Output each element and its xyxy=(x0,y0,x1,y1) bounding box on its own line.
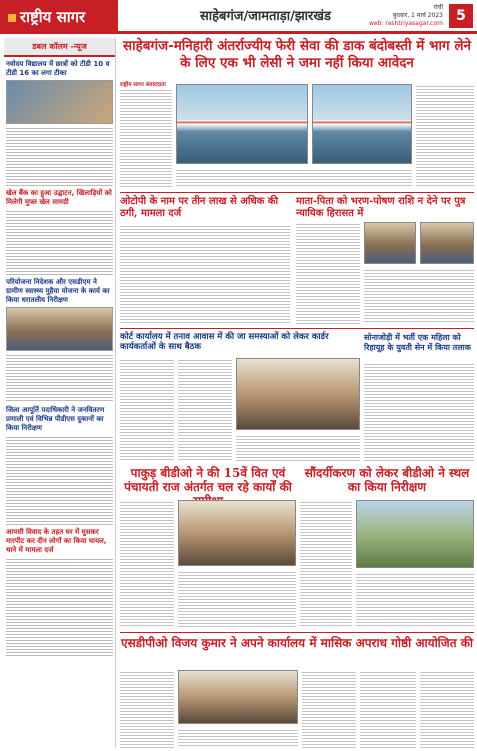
left-item-headline: जिला आपूर्ति पदाधिकारी ने जनवितरण प्रणाली एवं विभिन्न पीडीएस दुकानों का किया निरीक्षण xyxy=(6,406,105,432)
left-item-photo xyxy=(6,80,113,124)
left-item-headline: परियोजना निदेशक और एसडीएम ने ग्रामीण स्वास्थ्य मुहैया योजना के कार्य का किया धरातलीय निरीक्षण xyxy=(6,278,110,304)
story-body xyxy=(356,572,474,628)
left-item-headline: आपसी विवाद के तहत घर में घुसकर मारपीट कर दीन लोगों का किया घायल, थाने में मामला दर्ज xyxy=(6,528,107,554)
story-photo xyxy=(178,500,296,566)
lead-body xyxy=(176,168,412,188)
left-item-body xyxy=(6,435,113,525)
story-photo xyxy=(178,670,298,724)
masthead-bar xyxy=(0,0,477,34)
story-photo xyxy=(356,500,474,568)
story-photo xyxy=(236,358,360,430)
divider xyxy=(120,632,474,633)
story-headline: कोर्ट कार्यालय में तनाव आवास में की जा समस्याओं को लेकर कार्डर कार्यकर्ताओं के साथ बैठक xyxy=(120,332,329,352)
story-photo xyxy=(420,222,474,264)
story-body xyxy=(120,500,174,628)
story-body xyxy=(120,358,174,462)
story-headline: सौंदर्यीकरण को लेकर बीडीओ ने स्थल का किया निरीक्षण xyxy=(304,466,470,494)
story-body xyxy=(120,670,174,748)
city: रांची xyxy=(433,4,443,11)
lead-photo-ferry xyxy=(312,84,412,164)
main-area xyxy=(120,38,474,750)
story-body xyxy=(178,570,296,628)
story-body xyxy=(236,434,360,462)
story-headline: ओटोपी के नाम पर तीन लाख से अधिक की ठगी, मामला दर्ज xyxy=(120,196,279,219)
story-body xyxy=(420,670,474,748)
left-item-body xyxy=(6,126,113,186)
story-photo xyxy=(364,222,416,264)
story-body xyxy=(120,224,290,324)
lead-photo-ferry xyxy=(176,84,308,164)
story-headline: पाकुड़ बीडीओ ने की 15वें वित एवं पंचायती राज अंतर्गत चल रहे कार्यों की xyxy=(124,466,292,494)
lead-body xyxy=(416,84,474,188)
story-headline: माता-पिता को भरण-पोषण राशि न देने पर पुत्र न्यायिक हिरासत में xyxy=(296,196,466,219)
story-body xyxy=(364,362,474,462)
story-body xyxy=(296,222,360,324)
page-number: 5 xyxy=(449,4,473,28)
left-item-body xyxy=(6,557,113,657)
lead-body xyxy=(120,88,172,188)
edition-title: साहेबगंज/जामताड़ा/झारखंड xyxy=(200,9,331,24)
masthead-logo xyxy=(0,0,118,34)
story-headline: सोनाजोड़ी में भर्ती एक महिला को रिहायूह के युवती सेन में किया तलाक xyxy=(364,332,471,352)
left-item-headline: नवोदय विद्यालय में छात्रों को टीडी 10 व टीडी 16 का लगा टीका xyxy=(6,60,110,77)
left-item-body xyxy=(6,209,113,275)
left-item-body xyxy=(6,353,113,403)
flag-icon xyxy=(8,14,16,22)
left-item-photo xyxy=(6,307,113,351)
section-title: डबल कॉलम -न्यूज xyxy=(4,38,115,57)
story-headline: एसडीपीओ विजय कुमार ने अपने कार्यालय में मासिक अपराध गोष्ठी आयोजित की xyxy=(120,636,474,650)
left-item-headline: खेल बैंक का हुआ उद्घाटन, खिलाड़ियों को मिलेगी मुफ्त खेल सामग्री xyxy=(6,189,112,206)
masthead-title: राष्ट्रीय सागर xyxy=(20,8,86,26)
story-body xyxy=(300,500,352,628)
lead-headline: साहेबगंज-मनिहारी अंतर्राज्यीय फेरी सेवा की डाक बंदोबस्ती में भाग लेने के लिए एक भी लेसी ने जमा नहीं किया आवेदन xyxy=(122,38,471,71)
story-body xyxy=(364,268,474,324)
website: web: rashtriyasagar.com xyxy=(368,20,443,27)
story-body xyxy=(360,670,416,748)
dateline xyxy=(369,4,443,28)
divider xyxy=(120,328,474,329)
issue-date: बुधवार, 1 मार्च 2023 xyxy=(392,12,443,19)
story-body xyxy=(178,358,232,462)
lead-byline: राष्ट्रीय सागर संवाददाता xyxy=(120,82,166,88)
story-body xyxy=(178,728,298,748)
story-body xyxy=(302,670,356,748)
left-column xyxy=(4,38,116,748)
divider xyxy=(120,192,474,193)
